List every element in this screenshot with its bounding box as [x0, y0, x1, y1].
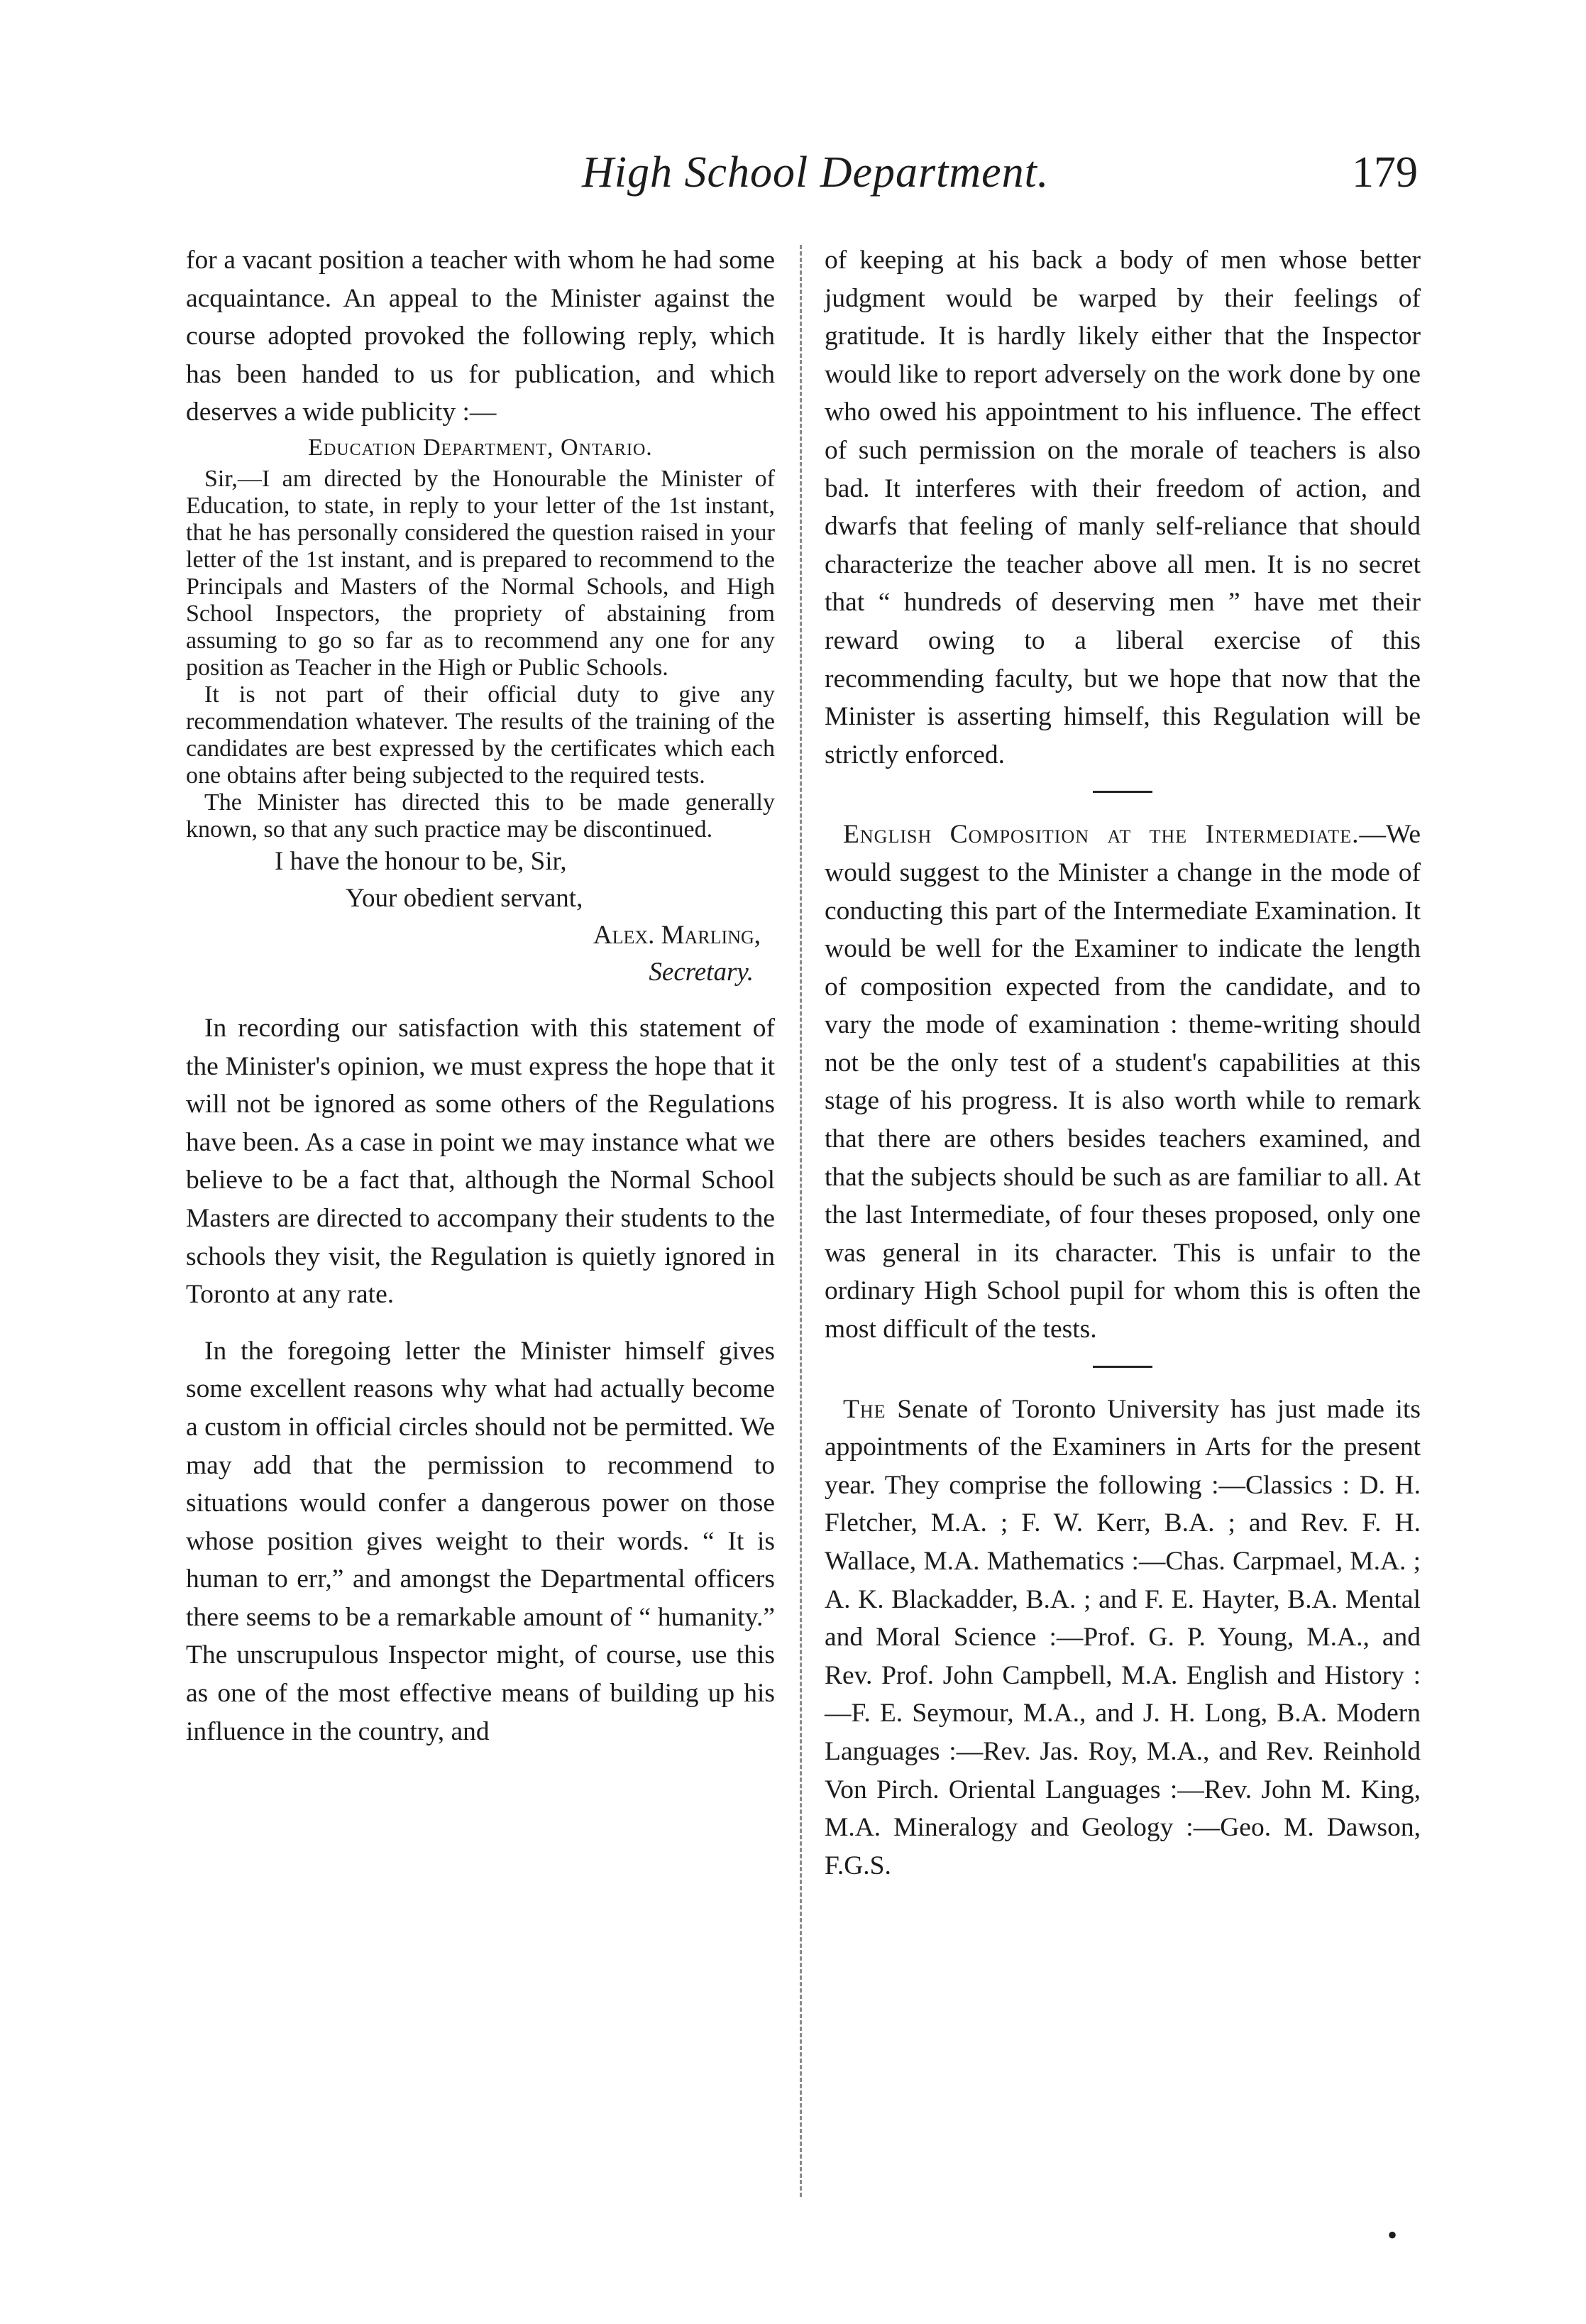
left-column — [186, 241, 775, 1750]
article-paragraph: In the foregoing letter the Minister himself gives some excellent reasons why what had actually become a custom in official circles should not be permitted. We may add that the permission to recommend to situations would confer a dangerous power on those whose position gives weight to their words. “ It is human to err,” and amongst the Departmental officers there seems to be a remarkable amount of “ humanity.” The unscrupulous Inspector might, of course, use this as one of the most effective means of building up his influence in the country, and — [186, 1336, 775, 1746]
section-lead-word: The — [843, 1394, 886, 1424]
page-number: 179 — [1352, 148, 1418, 197]
letter-signature: Alex. Marling, — [593, 920, 761, 950]
right-column — [825, 241, 1421, 1885]
column-divider — [800, 245, 804, 2197]
letter-paragraph: The Minister has directed this to be made generally known, so that any such practice may be discontinued. — [186, 789, 775, 843]
section-rule — [1093, 1366, 1152, 1368]
article-paragraph: of keeping at his back a body of men whose better judgment would be warped by their feelings of gratitude. It is hardly likely either that the Inspector would like to report adversely on the work done by one who owed his appointment to his influence. The effect of such permission on the morale of teachers is also bad. It interferes with their freedom of action, and dwarfs that feeling of manly self-reliance that should characterize the teacher above all men. It is no secret that “ hundreds of deserving men ” have met their reward owing to a liberal exercise of this recommending faculty, but we hope that now that the Minister is asserting himself, this Regulation will be strictly enforced. — [825, 246, 1421, 769]
section-body: —We would suggest to the Minister a change in the mode of conducting this part of the Intermediate Examination. It would be well for the Examiner to indicate the length of composition expected from the candidate, and to vary the mode of examination : theme-writing should not be the only test of a student's capabilities at this stage of his progress. It is also worth while to remark that there are others besides teachers examined, and that the subjects should be such as are familiar to all. At the last Intermediate, of four theses proposed, only one was general in its character. This is unfair to the ordinary High School pupil for whom this is often the most difficult of the tests. — [825, 820, 1421, 1344]
english-composition-section — [825, 816, 1421, 1348]
page-header — [0, 148, 1586, 204]
letter-closing-line: Your obedient servant, — [346, 883, 583, 913]
article-paragraph: In recording our satisfaction with this statement of the Minister's opinion, we must express the hope that it will not be ignored as some others of the Regulations have been. As a case in point we may instance what we believe to be a fact that, although the Normal School Masters are directed to accompany their students to the schools they visit, the Regulation is quietly ignored in Toronto at any rate. — [186, 1013, 775, 1310]
spacer — [186, 1314, 775, 1332]
letter-paragraph: It is not part of their official duty to give any recommendation whatever. The results of the training of the candidates are best expressed by the certificates which each one obtains after being subjected to the required tests. — [186, 681, 775, 789]
section-rule — [1093, 791, 1152, 793]
letter-closing — [186, 843, 775, 991]
footer-mark: • — [1387, 2219, 1398, 2251]
letter-signature-title: Secretary. — [649, 957, 754, 987]
senate-section — [825, 1391, 1421, 1885]
letter-closing-line: I have the honour to be, Sir, — [275, 846, 567, 876]
intro-paragraph: for a vacant position a teacher with whom he had some acquaintance. An appeal to the Minister against the course adopted provoked the following reply, which has been handed to us for publication, and which deserves a wide publicity :— — [186, 246, 775, 427]
letter-opening: Sir,—I am directed by the Honourable the Minister of Education, to state, in reply to your letter of the 1st instant, that he has personally considered the question raised in your letter of the 1st instant, and is prepared to recommend to the Principals and Masters of the Normal Schools, and High School Inspectors, the propriety of abstaining from assuming to go so far as to recommend any one for any position as Teacher in the High or Public Schools. — [186, 465, 775, 681]
minister-letter — [186, 433, 775, 991]
spacer — [186, 991, 775, 1009]
letter-heading: Education Department, Ontario. — [308, 434, 653, 461]
section-body: Senate of Toronto University has just made its appointments of the Examiners in Arts for the present year. They comprise the following :—Classics : D. H. Fletcher, M.A. ; F. W. Kerr, B.A. ; and Rev. F. H. Wallace, M.A. Mathematics :—Chas. Carpmael, M.A. ; A. K. Blackadder, B.A. ; and F. E. Hayter, B.A. Mental and Moral Science :—Prof. G. P. Young, M.A., and Rev. Prof. John Campbell, M.A. English and History :—F. E. Seymour, M.A., and J. H. Long, B.A. Modern Languages :—Rev. Jas. Roy, M.A., and Rev. Reinhold Von Pirch. Oriental Languages :—Rev. John M. King, M.A. Mineralogy and Geology :—Geo. M. Dawson, F.G.S. — [825, 1394, 1421, 1880]
section-heading: English Composition at the Intermediate. — [843, 820, 1360, 850]
running-title: High School Department. — [582, 148, 1050, 197]
